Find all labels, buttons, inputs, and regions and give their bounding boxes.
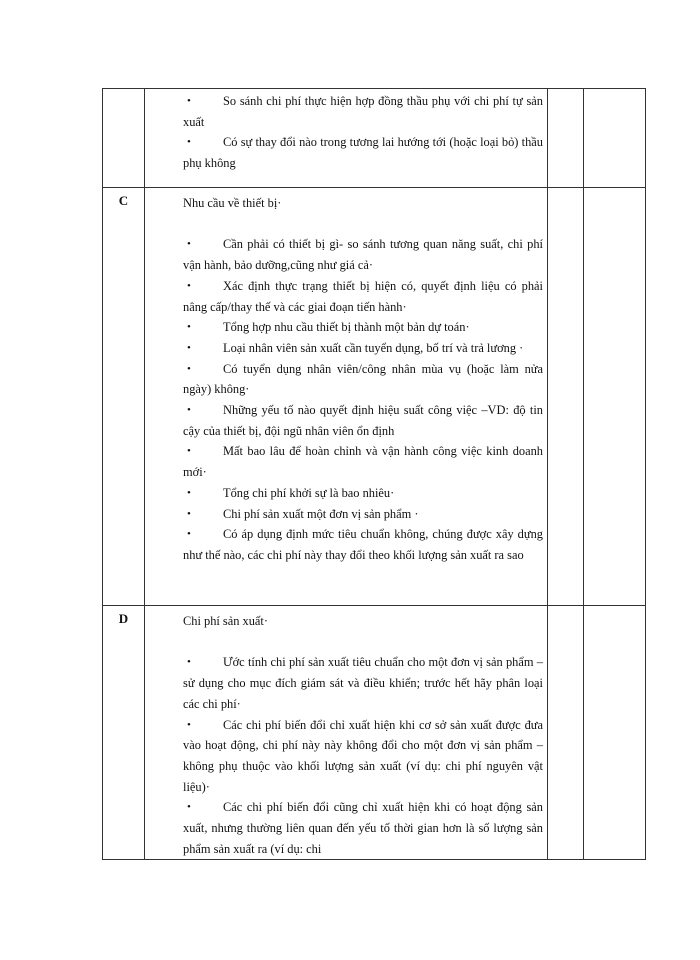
empty-cell — [584, 89, 646, 188]
empty-cell — [584, 188, 646, 606]
bullet-item: • Ước tính chi phí sản xuất tiêu chuẩn cho một đơn vị sản phẩm – sử dụng cho mục đích giám sát và điều khiển; trước hết hãy phân loại các chi phí· — [183, 652, 543, 714]
bullet-item: • So sánh chi phí thực hiện hợp đồng thầu phụ với chi phí tự sản xuất — [183, 91, 543, 132]
bullet-icon: • — [187, 445, 191, 458]
bullet-item: • Có áp dụng định mức tiêu chuẩn không, chúng được xây dựng như thế nào, các chi phí này thay đổi theo khối lượng sản xuất ra sao — [183, 524, 543, 565]
section-heading: Chi phí sản xuất· — [183, 614, 269, 628]
bullet-icon: • — [187, 718, 191, 731]
table-row-c — [103, 188, 646, 606]
bullet-item: • Tổng hợp nhu cầu thiết bị thành một bản dự toán· — [183, 317, 543, 338]
content-cell — [145, 606, 548, 860]
bullet-item: • Các chi phí biến đổi chỉ xuất hiện khi cơ sở sản xuất được đưa vào hoạt động, chi phí này này không đổi cho một đơn vị sản phẩm – không phụ thuộc vào khối lượng sản xuất (ví dụ: chi phí nguyên vật liệu)· — [183, 715, 543, 798]
table-row-continuation — [103, 89, 646, 188]
content-cell — [145, 89, 548, 188]
bullet-icon: • — [187, 341, 191, 354]
empty-cell — [548, 89, 584, 188]
bullet-item: • Chi phí sản xuất một đơn vị sản phẩm · — [183, 504, 543, 525]
bullet-icon: • — [187, 136, 191, 149]
bullet-icon: • — [187, 507, 191, 520]
bullet-item: • Có tuyển dụng nhân viên/công nhân mùa vụ (hoặc làm nửa ngày) không· — [183, 359, 543, 400]
empty-cell — [548, 606, 584, 860]
bullet-icon: • — [187, 279, 191, 292]
bullet-icon: • — [187, 238, 191, 251]
empty-cell — [548, 188, 584, 606]
row-label-cell — [103, 89, 145, 188]
bullet-item: • Những yếu tố nào quyết định hiệu suất công việc –VD: độ tin cậy của thiết bị, đội ngũ nhân viên ổn định — [183, 400, 543, 441]
bullet-item: • Tổng chi phí khởi sự là bao nhiêu· — [183, 483, 543, 504]
section-heading: Nhu cầu về thiết bị· — [183, 196, 282, 210]
bullet-icon: • — [187, 404, 191, 417]
bullet-item: • Xác định thực trạng thiết bị hiện có, quyết định liệu có phải nâng cấp/thay thế và các giai đoạn tiến hành· — [183, 276, 543, 317]
bullet-icon: • — [187, 321, 191, 334]
bullet-item: • Cần phải có thiết bị gì- so sánh tương quan năng suất, chi phí vận hành, bảo dưỡng,cũng như giá cả· — [183, 234, 543, 275]
checklist-table — [102, 88, 646, 860]
bullet-item: • Các chi phí biến đổi cũng chỉ xuất hiện khi có hoạt động sản xuất, nhưng thường liên quan đến yếu tố thời gian hơn là số lượng sản phẩm sản xuất ra (ví dụ: chi — [183, 797, 543, 859]
empty-cell — [584, 606, 646, 860]
table-row-d — [103, 606, 646, 860]
bullet-icon: • — [187, 801, 191, 814]
bullet-icon: • — [187, 528, 191, 541]
bullet-icon: • — [187, 656, 191, 669]
bullet-icon: • — [187, 362, 191, 375]
bullet-icon: • — [187, 95, 191, 107]
bullet-item: • Có sự thay đổi nào trong tương lai hướng tới (hoặc loại bỏ) thầu phụ không — [183, 132, 543, 173]
bullet-icon: • — [187, 486, 191, 499]
row-label-cell: C — [103, 188, 145, 606]
content-cell — [145, 188, 548, 606]
row-label-cell: D — [103, 606, 145, 860]
bullet-item: • Mất bao lâu để hoàn chỉnh và vận hành công việc kinh doanh mới· — [183, 441, 543, 482]
bullet-item: • Loại nhân viên sản xuất cần tuyển dụng, bố trí và trả lương · — [183, 338, 543, 359]
